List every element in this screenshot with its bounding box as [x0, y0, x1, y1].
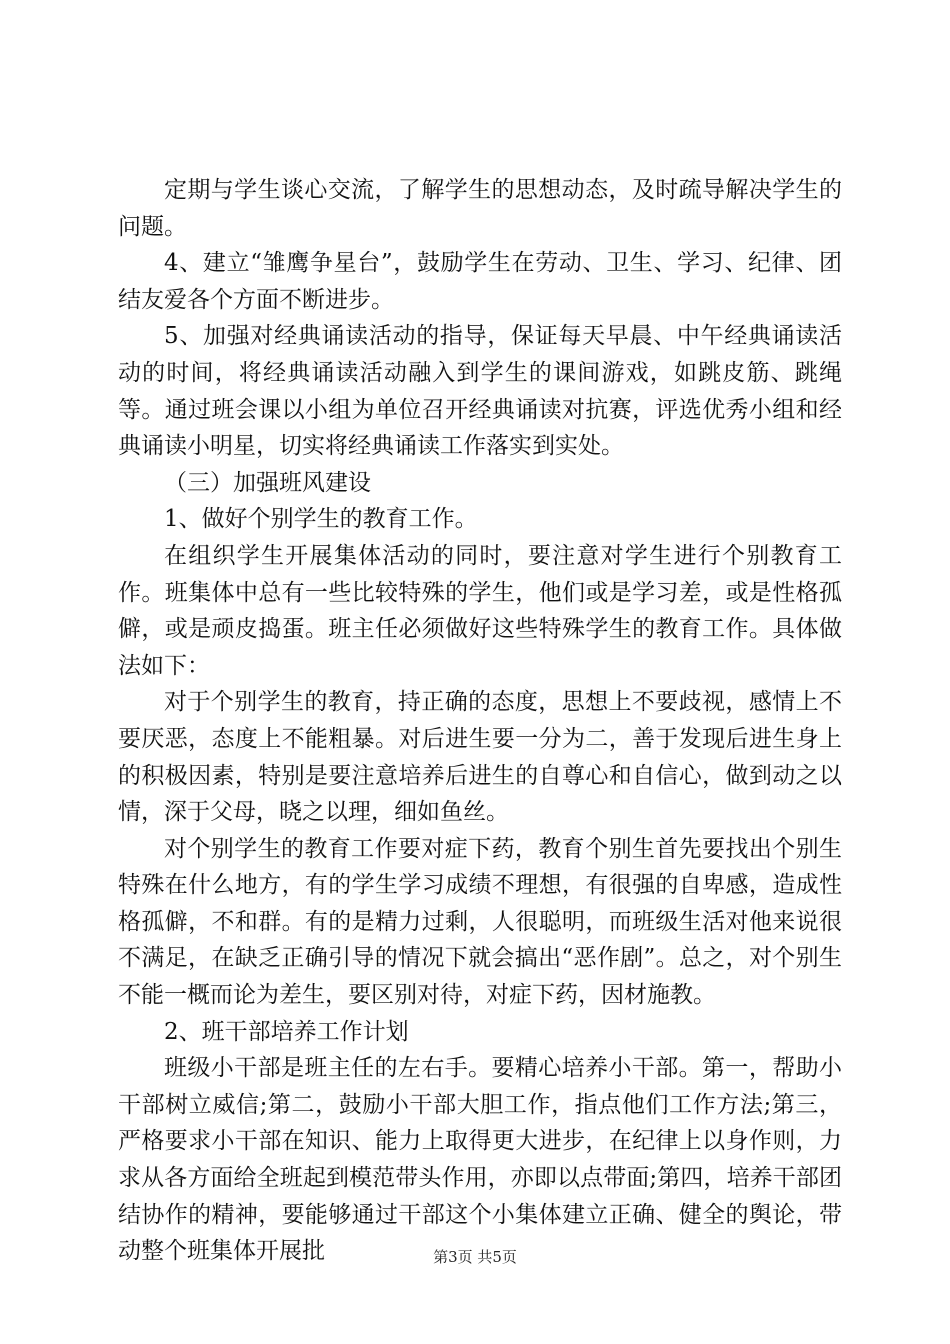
paragraph-item-4-star-board: 4、建立“雏鹰争星台”，鼓励学生在劳动、卫生、学习、纪律、团结友爱各个方面不断进步。 — [118, 250, 842, 313]
document-body — [118, 172, 842, 1270]
paragraph-item-5-classic-reading: 5、加强对经典诵读活动的指导，保证每天早晨、中午经典诵读活动的时间，将经典诵读活动融入到学生的课间游戏，如跳皮筋、跳绳等。通过班会课以小组为单位召开经典诵读对抗赛，评选优秀小组和经典诵读小明星，切实将经典诵读工作落实到实处。 — [118, 323, 842, 460]
paragraph-correct-attitude: 对于个别学生的教育，持正确的态度，思想上不要歧视，感情上不要厌恶，态度上不能粗暴。对后进生要一分为二，善于发现后进生身上的积极因素，特别是要注意培养后进生的自尊心和自信心，做到动之以情，深于父母，晓之以理，细如鱼丝。 — [118, 689, 842, 826]
paragraph-individual-education-intro: 在组织学生开展集体活动的同时，要注意对学生进行个别教育工作。班集体中总有一些比较特殊的学生，他们或是学习差，或是性格孤僻，或是顽皮捣蛋。班主任必须做好这些特殊学生的教育工作。具体做法如下： — [118, 542, 842, 679]
section-heading-class-style: （三）加强班风建设 — [164, 469, 371, 496]
subheading-individual-education: 1、做好个别学生的教育工作。 — [164, 506, 478, 533]
paragraph-class-cadre-training: 班级小干部是班主任的左右手。要精心培养小干部。第一，帮助小干部树立威信;第二，鼓励小干部大胆工作，指点他们工作方法;第三，严格要求小干部在知识、能力上取得更大进步，在纪律上以身作则，力求从各方面给全班起到模范带头作用，亦即以点带面;第四，培养干部团结协作的精神，要能够通过干部这个小集体建立正确、健全的舆论，带动整个班集体开展批 — [118, 1055, 842, 1265]
paragraph-targeted-approach: 对个别学生的教育工作要对症下药，教育个别生首先要找出个别生特殊在什么地方，有的学生学习成绩不理想，有很强的自卑感，造成性格孤僻，不和群。有的是精力过剩，人很聪明，而班级生活对他来说很不满足，在缺乏正确引导的情况下就会搞出“恶作剧”。总之，对个别生不能一概而论为差生，要区别对待，对症下药，因材施教。 — [118, 835, 842, 1009]
paragraph-talk-with-students: 定期与学生谈心交流，了解学生的思想动态，及时疏导解决学生的问题。 — [118, 177, 842, 240]
subheading-class-cadre-plan: 2、班干部培养工作计划 — [164, 1018, 409, 1045]
page-footer: 第3页 共5页 — [433, 1248, 517, 1266]
